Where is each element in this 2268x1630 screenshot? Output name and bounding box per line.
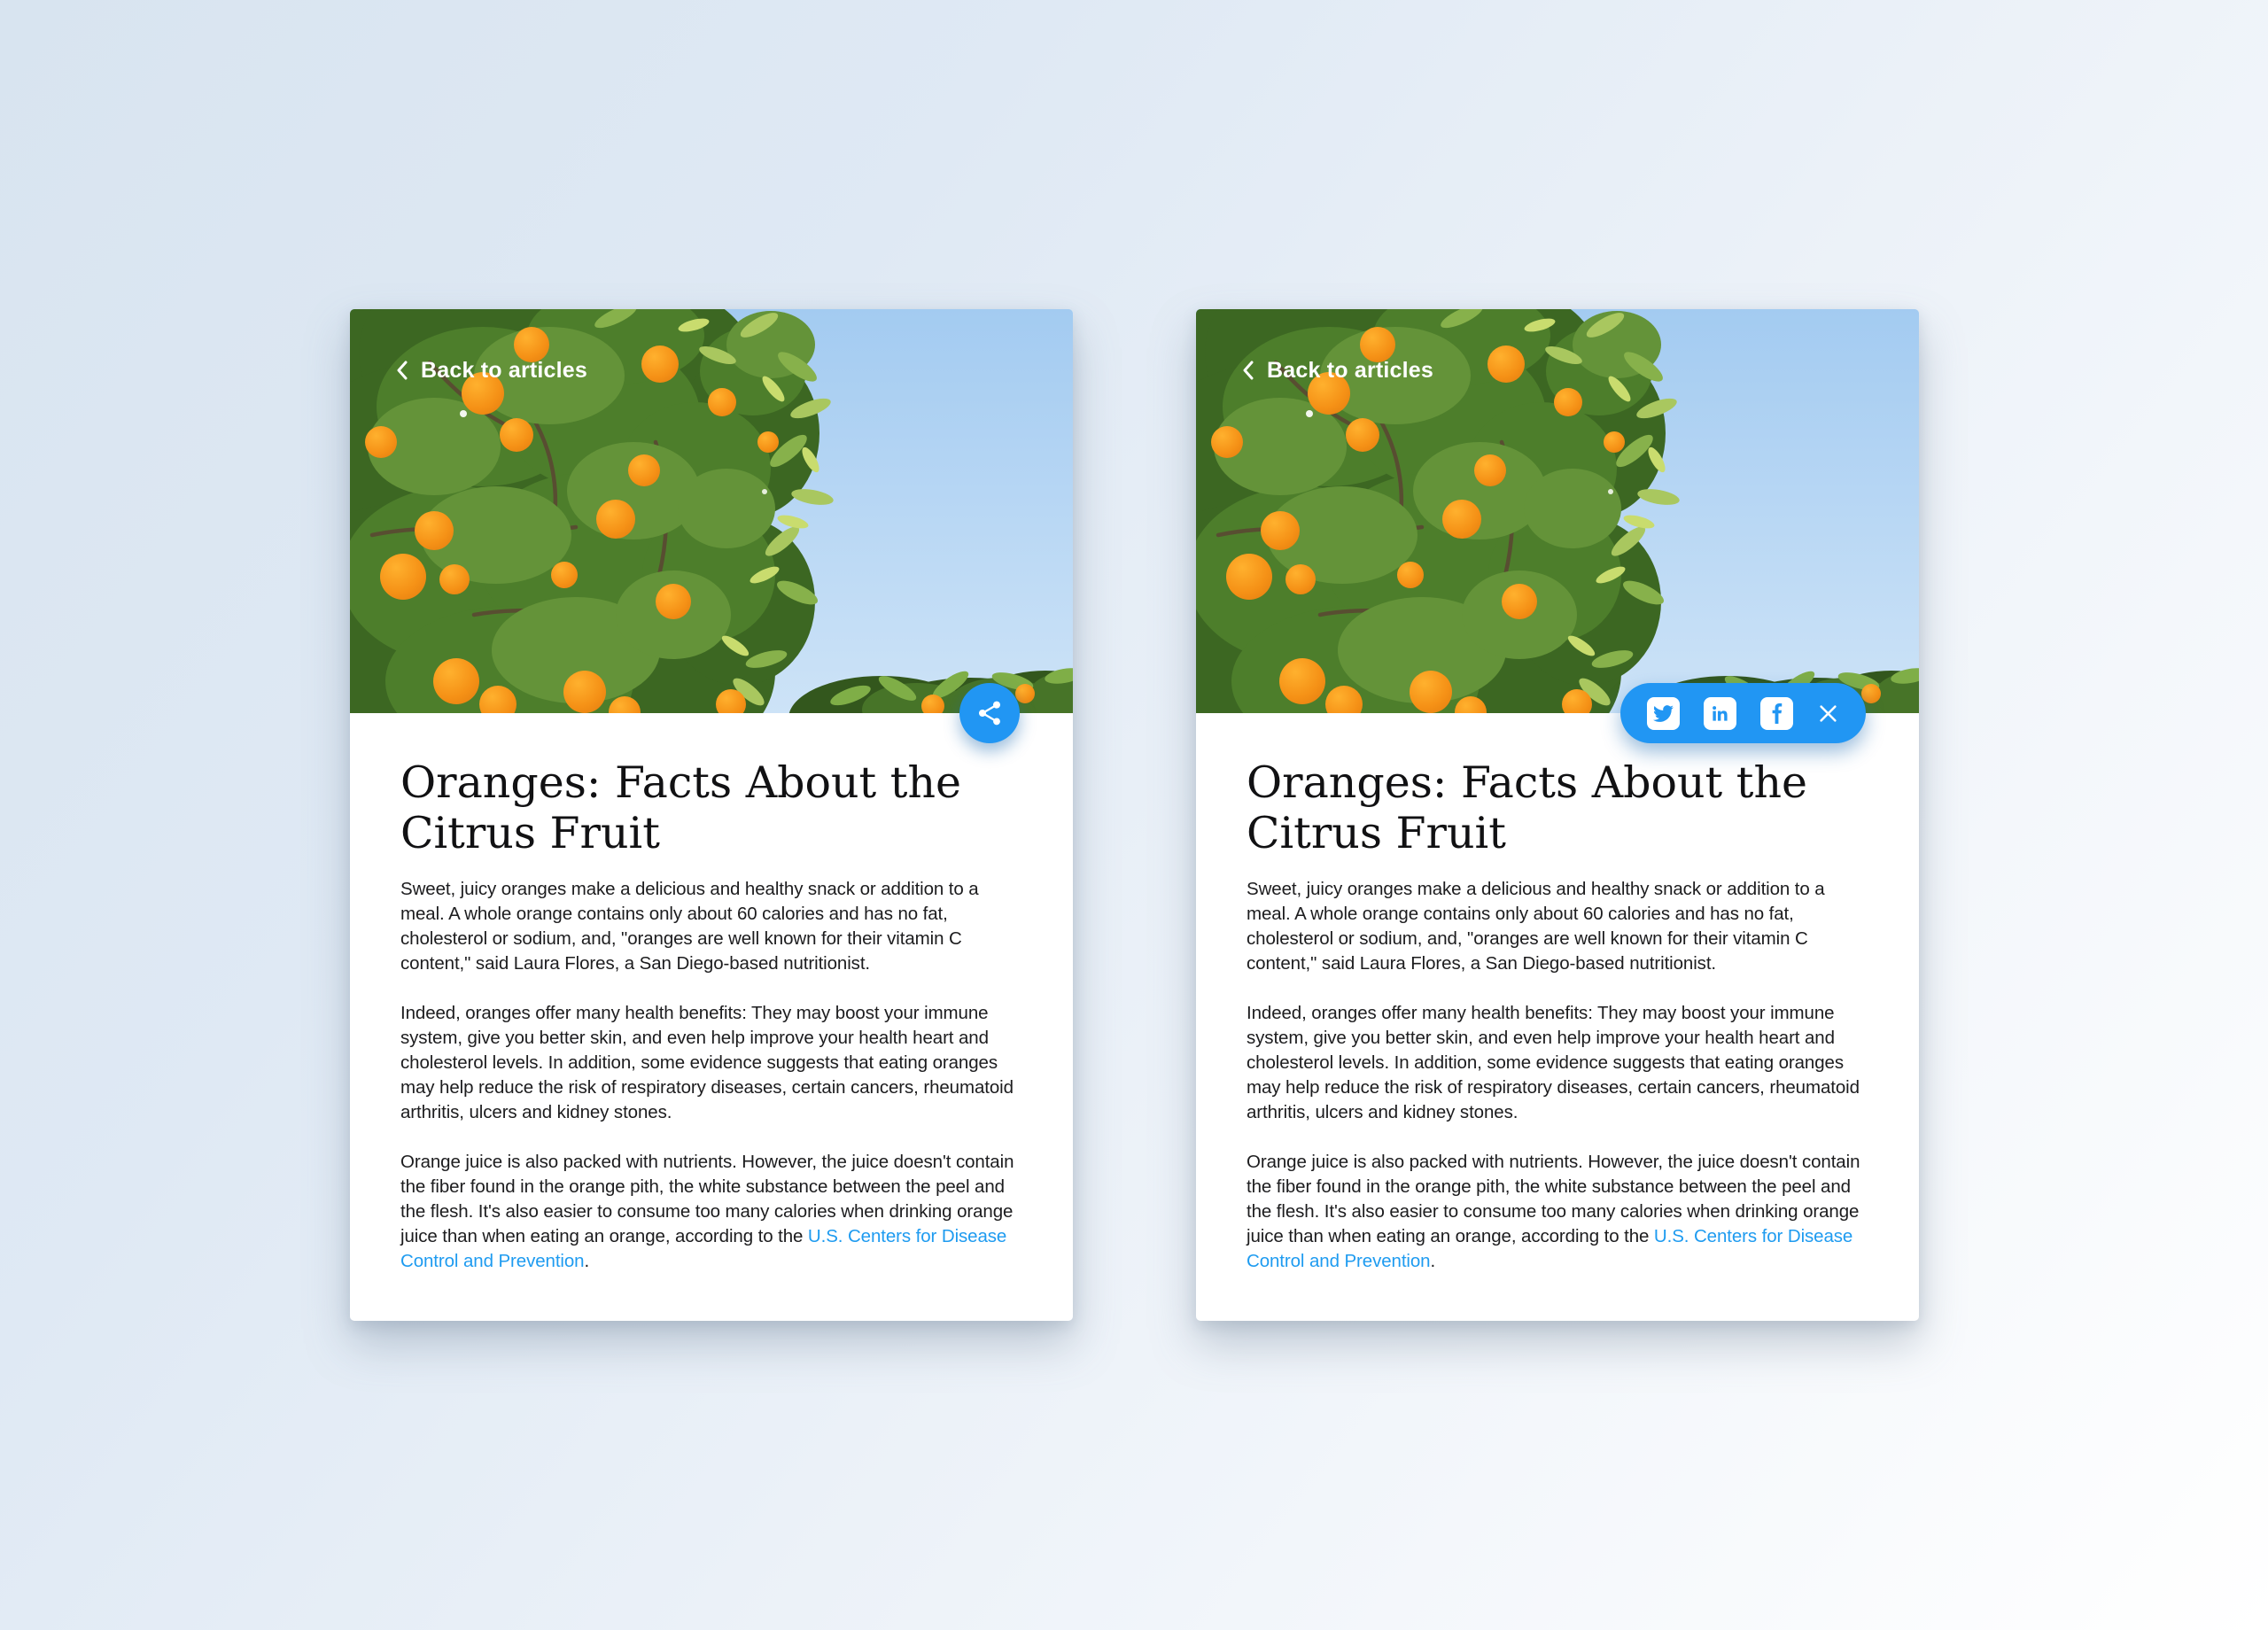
facebook-icon — [1767, 703, 1787, 724]
article-card-expanded-share — [1196, 309, 1919, 1321]
share-close-button[interactable] — [1813, 698, 1843, 728]
cdc-link[interactable]: U.S. Centers for Disease Control and Prevention — [400, 1226, 1007, 1271]
back-to-articles-button[interactable] — [396, 358, 587, 383]
paragraph-3-period: . — [584, 1251, 590, 1271]
share-linkedin-button[interactable] — [1704, 697, 1736, 730]
article-content — [1196, 713, 1919, 1274]
linkedin-icon — [1710, 703, 1730, 724]
article-paragraph-2: Indeed, oranges offer many health benefits: They may boost your immune system, give you better skin, and even help improve your health heart and cholesterol levels. In addition, some evidence suggests that eating oranges may help reduce the risk of respiratory diseases, certain cancers, rheumatoid arthritis, ulcers and kidney stones. — [400, 1003, 1014, 1122]
article-title — [400, 757, 1022, 858]
article-card-collapsed-share — [350, 309, 1073, 1321]
article-title-line-1: Oranges: Facts About the — [1247, 757, 1808, 808]
paragraph-3-period: . — [1430, 1251, 1436, 1271]
back-to-articles-label: Back to articles — [1267, 358, 1434, 383]
twitter-icon — [1653, 703, 1674, 724]
hero-image — [350, 309, 1073, 713]
article-paragraph-1: Sweet, juicy oranges make a delicious and healthy snack or addition to a meal. A whole orange contains only about 60 calories and has no fat, cholesterol or sodium, and, "oranges are well known for their vitamin C content," said Laura Flores, a San Diego-based nutritionist. — [400, 879, 979, 974]
article-paragraph-2: Indeed, oranges offer many health benefits: They may boost your immune system, give you better skin, and even help improve your health heart and cholesterol levels. In addition, some evidence suggests that eating oranges may help reduce the risk of respiratory diseases, certain cancers, rheumatoid arthritis, ulcers and kidney stones. — [1247, 1003, 1860, 1122]
chevron-left-icon — [1242, 361, 1254, 380]
share-toolbar — [1620, 683, 1866, 743]
share-twitter-button[interactable] — [1647, 697, 1680, 730]
share-icon — [975, 699, 1004, 727]
share-facebook-button[interactable] — [1760, 697, 1793, 730]
hero-image — [1196, 309, 1919, 713]
cdc-link[interactable]: U.S. Centers for Disease Control and Prevention — [1247, 1226, 1853, 1271]
chevron-left-icon — [396, 361, 408, 380]
share-button[interactable] — [959, 683, 1020, 743]
article-paragraph-1: Sweet, juicy oranges make a delicious and healthy snack or addition to a meal. A whole orange contains only about 60 calories and has no fat, cholesterol or sodium, and, "oranges are well known for their vitamin C content," said Laura Flores, a San Diego-based nutritionist. — [1247, 879, 1825, 974]
article-paragraph-3 — [400, 1150, 1021, 1274]
back-to-articles-label: Back to articles — [421, 358, 588, 383]
article-content — [350, 713, 1073, 1274]
back-to-articles-button[interactable] — [1242, 358, 1433, 383]
article-title — [1247, 757, 1868, 858]
article-title-line-1: Oranges: Facts About the — [400, 757, 962, 808]
close-icon — [1816, 702, 1840, 726]
article-title-line-2: Citrus Fruit — [400, 808, 660, 858]
paragraph-3-text: Orange juice is also packed with nutrients. However, the juice doesn't contain the fiber found in the orange pith, the white substance between the peel and the flesh. It's also easier to consume too many calories when drinking orange juice than when eating an orange, according to the — [400, 1152, 1014, 1246]
article-title-line-2: Citrus Fruit — [1247, 808, 1506, 858]
article-paragraph-3 — [1247, 1150, 1867, 1274]
paragraph-3-text: Orange juice is also packed with nutrients. However, the juice doesn't contain the fiber found in the orange pith, the white substance between the peel and the flesh. It's also easier to consume too many calories when drinking orange juice than when eating an orange, according to the — [1247, 1152, 1860, 1246]
